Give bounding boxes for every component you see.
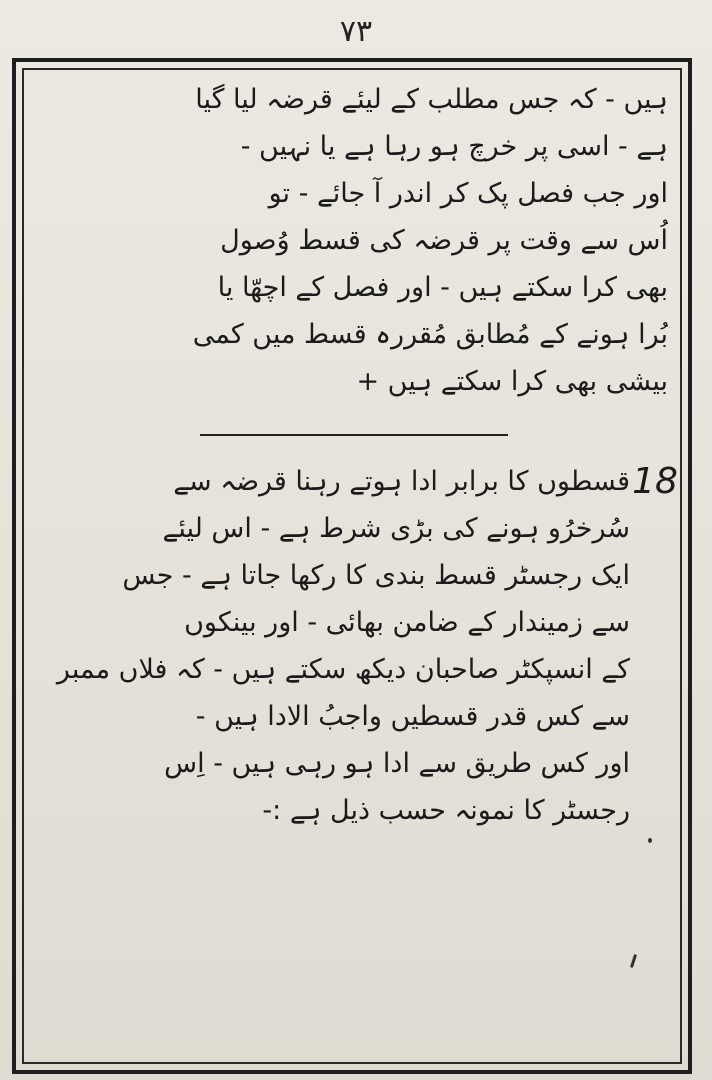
paragraph-1-line: اُس سے وقت پر قرضہ کی قسط وُصول xyxy=(220,225,668,256)
paragraph-2-line: ایک رجسٹر قسط بندی کا رکھا جاتا ہے - جس xyxy=(122,560,630,591)
paragraph-1-line: ہے - اسی پر خرچ ہو رہا ہے یا نہیں - xyxy=(240,131,668,162)
paragraph-2-line: رجسٹر کا نمونہ حسب ذیل ہے :- xyxy=(262,795,630,826)
paragraph-2-line: کے انسپکٹر صاحبان دیکھ سکتے ہیں - کہ فلاں ممبر xyxy=(56,654,630,685)
paragraph-2-line: سُرخرُو ہونے کی بڑی شرط ہے - اس لیئے xyxy=(162,513,630,544)
page-number: ۷۳ xyxy=(339,14,373,49)
paragraph-2 xyxy=(40,458,630,834)
paragraph-1 xyxy=(40,76,668,405)
paragraph-2-line: اور کس طریق سے ادا ہو رہی ہیں - اِس xyxy=(164,748,630,779)
paragraph-2-line: قسطوں کا برابر ادا ہوتے رہنا قرضہ سے xyxy=(173,466,630,497)
section-divider xyxy=(200,434,508,436)
paragraph-1-line: ہیں - کہ جس مطلب کے لیئے قرضہ لیا گیا xyxy=(195,84,668,115)
ink-speck xyxy=(648,838,652,843)
paragraph-1-line: اور جب فصل پک کر اندر آ جائے - تو xyxy=(268,178,668,209)
paragraph-2-number: 18 xyxy=(632,461,678,502)
paragraph-2-line: سے کس قدر قسطیں واجبُ الادا ہیں - xyxy=(195,701,630,732)
paragraph-2-line: سے زمیندار کے ضامن بھائی - اور بینکوں xyxy=(184,607,630,638)
paragraph-1-line: بیشی بھی کرا سکتے ہیں + xyxy=(356,366,668,397)
paragraph-1-line: بُرا ہونے کے مُطابق مُقررہ قسط میں کمی xyxy=(192,319,668,350)
paragraph-1-line: بھی کرا سکتے ہیں - اور فصل کے اچھّا یا xyxy=(217,272,668,303)
